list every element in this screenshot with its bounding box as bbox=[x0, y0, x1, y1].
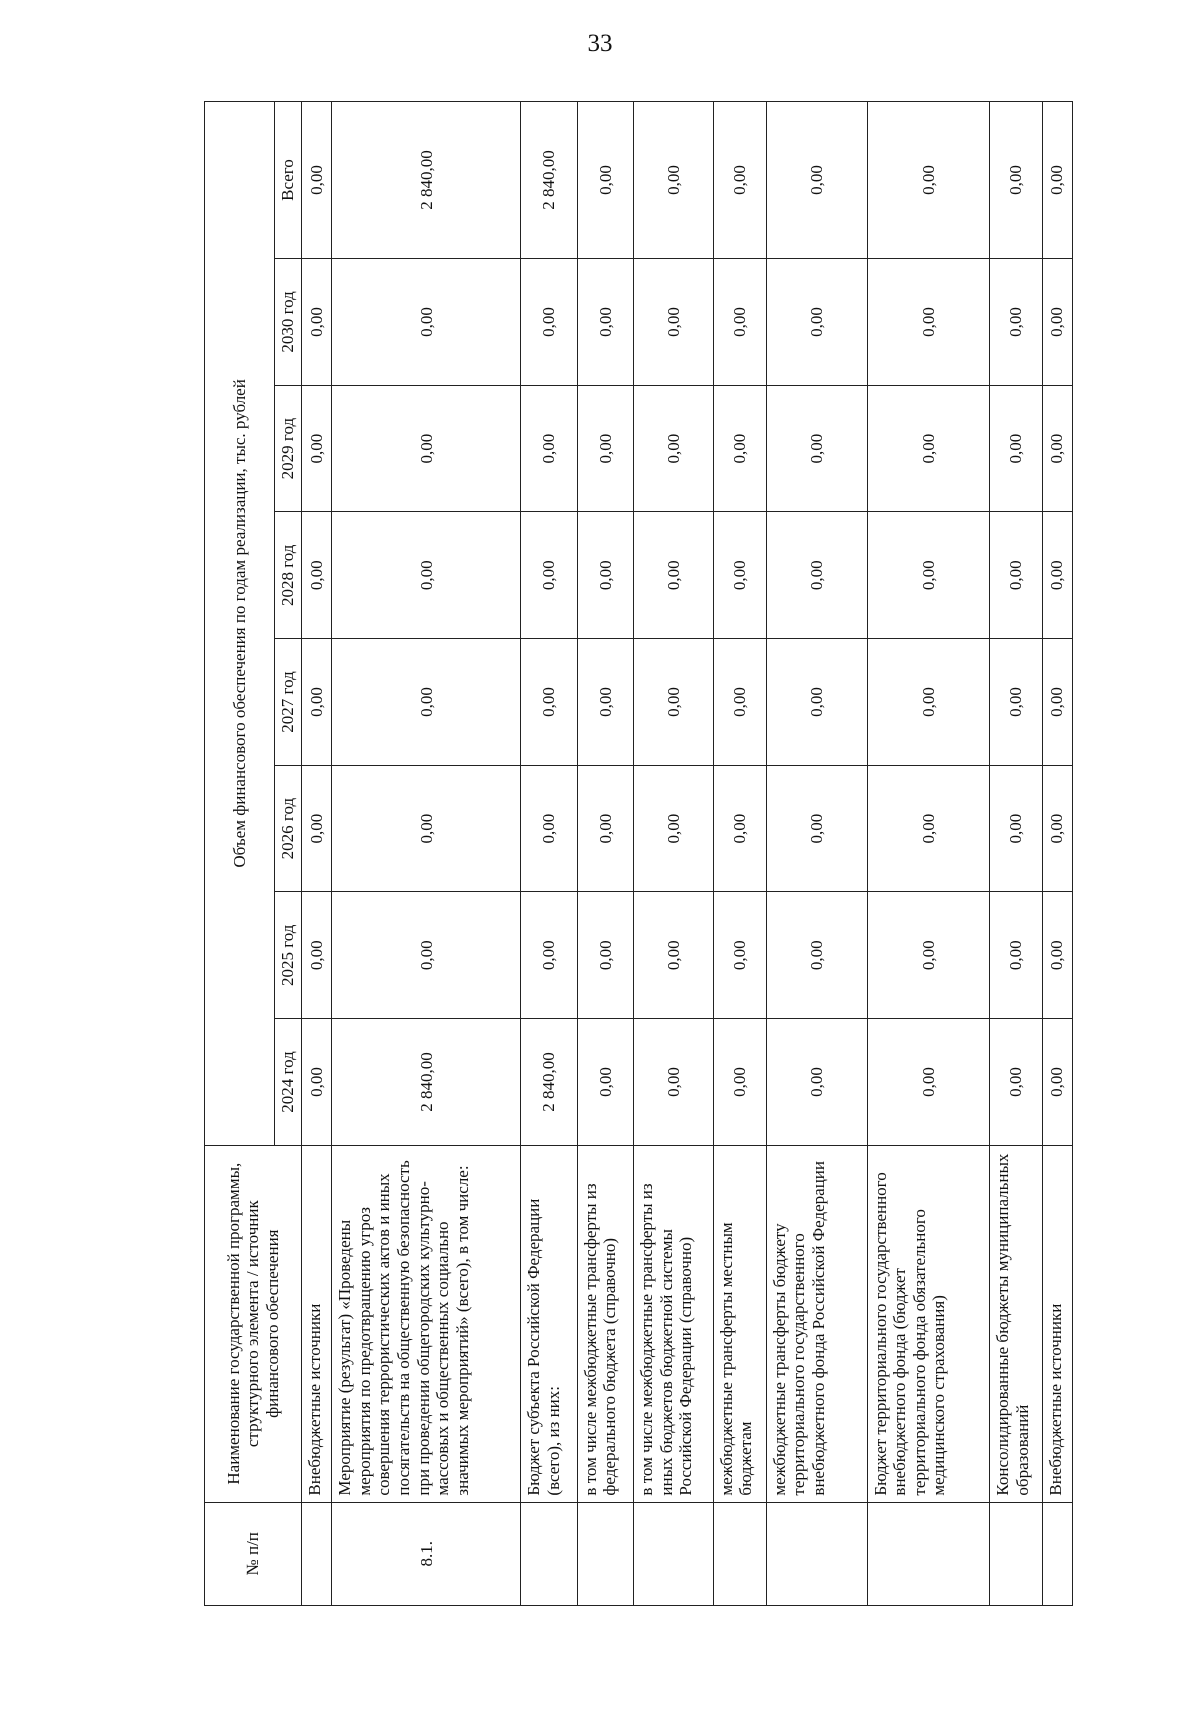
row-value: 0,00 bbox=[1042, 639, 1073, 766]
row-value: 0,00 bbox=[713, 765, 766, 892]
header-year: 2029 год bbox=[275, 385, 302, 512]
row-value: 0,00 bbox=[302, 1019, 332, 1146]
row-name: в том числе межбюджетные трансферты из федерального бюджета (справочно) bbox=[577, 1145, 633, 1502]
row-value: 0,00 bbox=[577, 1019, 633, 1146]
page-number: 33 bbox=[587, 30, 613, 57]
row-value: 0,00 bbox=[332, 512, 521, 639]
row-num bbox=[990, 1502, 1042, 1605]
row-value: 0,00 bbox=[990, 385, 1042, 512]
row-value: 0,00 bbox=[990, 765, 1042, 892]
header-row-1 bbox=[205, 102, 275, 1606]
row-value: 0,00 bbox=[577, 892, 633, 1019]
row-num: 8.1. bbox=[332, 1502, 521, 1605]
row-total: 0,00 bbox=[990, 102, 1042, 259]
row-total: 0,00 bbox=[867, 102, 990, 259]
table-row bbox=[990, 102, 1042, 1606]
row-value: 0,00 bbox=[634, 892, 713, 1019]
row-num bbox=[766, 1502, 867, 1605]
row-total: 2 840,00 bbox=[332, 102, 521, 259]
table-row bbox=[521, 102, 577, 1606]
row-value: 0,00 bbox=[332, 639, 521, 766]
header-num: № п/п bbox=[205, 1502, 302, 1605]
row-value: 0,00 bbox=[867, 259, 990, 386]
row-value: 0,00 bbox=[766, 512, 867, 639]
row-value: 0,00 bbox=[990, 1019, 1042, 1146]
row-value: 0,00 bbox=[332, 765, 521, 892]
row-value: 0,00 bbox=[1042, 765, 1073, 892]
row-value: 0,00 bbox=[766, 765, 867, 892]
row-value: 0,00 bbox=[634, 639, 713, 766]
row-value: 0,00 bbox=[302, 639, 332, 766]
row-value: 0,00 bbox=[713, 512, 766, 639]
financing-table bbox=[204, 101, 1073, 1606]
row-name: межбюджетные трансферты бюджету территориального государственного внебюджетного фонда Российской Федерации bbox=[766, 1145, 867, 1502]
row-name: Внебюджетные источники bbox=[1042, 1145, 1073, 1502]
row-value: 0,00 bbox=[577, 512, 633, 639]
row-name: Консолидированные бюджеты муниципальных образований bbox=[990, 1145, 1042, 1502]
row-value: 0,00 bbox=[766, 385, 867, 512]
table-row bbox=[766, 102, 867, 1606]
row-name: межбюджетные трансферты местным бюджетам bbox=[713, 1145, 766, 1502]
row-total: 0,00 bbox=[1042, 102, 1073, 259]
row-name: Бюджет территориального государственного внебюджетного фонда (бюджет территориального фонда обязательного медицинского страхования) bbox=[867, 1145, 990, 1502]
row-value: 0,00 bbox=[1042, 512, 1073, 639]
row-value: 0,00 bbox=[521, 639, 577, 766]
row-total: 0,00 bbox=[634, 102, 713, 259]
row-value: 2 840,00 bbox=[332, 1019, 521, 1146]
row-value: 0,00 bbox=[990, 512, 1042, 639]
row-num bbox=[302, 1502, 332, 1605]
row-value: 0,00 bbox=[332, 259, 521, 386]
row-value: 0,00 bbox=[634, 1019, 713, 1146]
row-value: 0,00 bbox=[634, 385, 713, 512]
row-value: 0,00 bbox=[302, 765, 332, 892]
row-value: 0,00 bbox=[577, 639, 633, 766]
header-total: Всего bbox=[275, 102, 302, 259]
row-value: 0,00 bbox=[867, 765, 990, 892]
header-name: Наименование государственной программы, структурного элемента / источник финансового обеспечения bbox=[205, 1145, 302, 1502]
row-value: 0,00 bbox=[1042, 259, 1073, 386]
row-value: 0,00 bbox=[713, 385, 766, 512]
row-total: 2 840,00 bbox=[521, 102, 577, 259]
header-volume-group: Объем финансового обеспечения по годам реализации, тыс. рублей bbox=[205, 102, 275, 1146]
row-name: Внебюджетные источники bbox=[302, 1145, 332, 1502]
row-num bbox=[713, 1502, 766, 1605]
table-row bbox=[867, 102, 990, 1606]
row-value: 0,00 bbox=[713, 892, 766, 1019]
row-value: 0,00 bbox=[332, 892, 521, 1019]
row-name: Бюджет субъекта Российской Федерации (всего), из них: bbox=[521, 1145, 577, 1502]
row-value: 0,00 bbox=[634, 765, 713, 892]
row-total: 0,00 bbox=[766, 102, 867, 259]
row-value: 0,00 bbox=[521, 512, 577, 639]
row-value: 0,00 bbox=[521, 385, 577, 512]
table-row bbox=[1042, 102, 1073, 1606]
row-value: 0,00 bbox=[1042, 892, 1073, 1019]
header-year: 2026 год bbox=[275, 765, 302, 892]
row-value: 0,00 bbox=[867, 892, 990, 1019]
row-value: 0,00 bbox=[302, 892, 332, 1019]
row-value: 0,00 bbox=[713, 639, 766, 766]
row-value: 0,00 bbox=[766, 259, 867, 386]
row-value: 0,00 bbox=[867, 512, 990, 639]
row-total: 0,00 bbox=[302, 102, 332, 259]
row-value: 0,00 bbox=[634, 512, 713, 639]
row-value: 0,00 bbox=[302, 385, 332, 512]
row-num bbox=[1042, 1502, 1073, 1605]
row-value: 0,00 bbox=[713, 1019, 766, 1146]
table-row bbox=[332, 102, 521, 1606]
header-year: 2027 год bbox=[275, 639, 302, 766]
table-row bbox=[302, 102, 332, 1606]
row-num bbox=[634, 1502, 713, 1605]
row-value: 0,00 bbox=[990, 892, 1042, 1019]
table-row bbox=[577, 102, 633, 1606]
row-value: 0,00 bbox=[332, 385, 521, 512]
row-value: 0,00 bbox=[577, 259, 633, 386]
table-frame bbox=[204, 101, 1073, 1606]
table-row bbox=[713, 102, 766, 1606]
row-value: 0,00 bbox=[867, 1019, 990, 1146]
row-value: 0,00 bbox=[521, 892, 577, 1019]
row-name: в том числе межбюджетные трансферты из иных бюджетов бюджетной системы Российской Федерации (справочно) bbox=[634, 1145, 713, 1502]
row-value: 0,00 bbox=[766, 639, 867, 766]
row-value: 0,00 bbox=[521, 765, 577, 892]
header-year: 2024 год bbox=[275, 1019, 302, 1146]
row-value: 0,00 bbox=[990, 639, 1042, 766]
row-value: 2 840,00 bbox=[521, 1019, 577, 1146]
row-value: 0,00 bbox=[1042, 385, 1073, 512]
row-name: Мероприятие (результат) «Проведены мероприятия по предотвращению угроз совершения террористических актов и иных посягательств на общественную безопасность при проведении общегородских культурно-массовых и общественных социально значимых мероприятий» (всего), в том числе: bbox=[332, 1145, 521, 1502]
row-num bbox=[867, 1502, 990, 1605]
row-value: 0,00 bbox=[1042, 1019, 1073, 1146]
row-value: 0,00 bbox=[990, 259, 1042, 386]
row-value: 0,00 bbox=[867, 639, 990, 766]
row-value: 0,00 bbox=[521, 259, 577, 386]
header-year: 2028 год bbox=[275, 512, 302, 639]
header-year: 2030 год bbox=[275, 259, 302, 386]
row-value: 0,00 bbox=[867, 385, 990, 512]
row-value: 0,00 bbox=[577, 385, 633, 512]
row-value: 0,00 bbox=[766, 892, 867, 1019]
row-num bbox=[577, 1502, 633, 1605]
row-value: 0,00 bbox=[634, 259, 713, 386]
row-value: 0,00 bbox=[302, 512, 332, 639]
table-row bbox=[634, 102, 713, 1606]
row-total: 0,00 bbox=[713, 102, 766, 259]
header-year: 2025 год bbox=[275, 892, 302, 1019]
rotated-table-container bbox=[204, 101, 1073, 1606]
row-value: 0,00 bbox=[302, 259, 332, 386]
row-num bbox=[521, 1502, 577, 1605]
row-total: 0,00 bbox=[577, 102, 633, 259]
row-value: 0,00 bbox=[766, 1019, 867, 1146]
row-value: 0,00 bbox=[577, 765, 633, 892]
row-value: 0,00 bbox=[713, 259, 766, 386]
